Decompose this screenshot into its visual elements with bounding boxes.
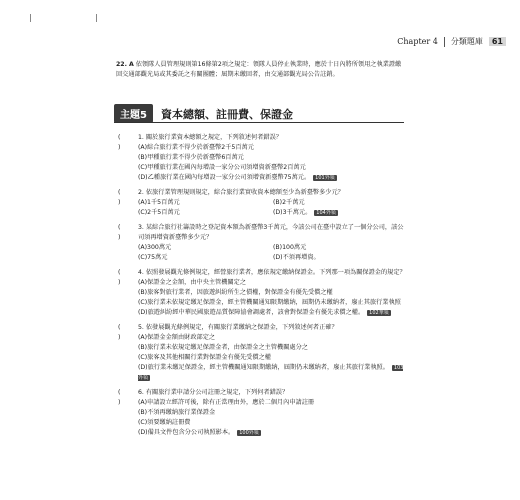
answer-blank: ( ) — [118, 189, 127, 206]
question-text: 關於旅行業資本總額之規定，下列敘述何者錯誤？ — [145, 134, 282, 141]
question-body — [138, 388, 408, 438]
question-item — [118, 133, 408, 183]
answer-blank: ( ) — [118, 389, 127, 406]
question-answer: A — [128, 61, 134, 68]
option-text: (D)旅遊糾紛經中華民國旅遊品質保障協會調處者，該會對保證金有優先求償之權。 — [138, 309, 365, 316]
question-text: 依照發展觀光條例規定，經營旅行業者，應依規定繳納保證金。下列那一項為關保證金的規定？ — [145, 269, 406, 276]
option-text: (B)甲種旅行業不得少於新臺幣6百萬元 — [138, 154, 244, 161]
option-text: (A)保證金金額由財政部定之 — [138, 334, 216, 341]
topic-divider — [114, 122, 404, 123]
option-text: (C)甲種旅行業在國內每增設一家分公司須增資新臺幣2百萬元 — [138, 164, 306, 171]
option-text: (D)備具文件包含分公司執照影本。 — [138, 429, 235, 436]
option-text: (B)旅客對旅行業者，因旅遊糾紛所生之債權，對保證金有優先受償之權 — [138, 289, 333, 296]
option-text: (A)綜合旅行業不得少於新臺幣2千5百萬元 — [138, 144, 254, 151]
question-body — [138, 268, 408, 318]
chapter-label: Chapter 4 — [397, 37, 438, 46]
crop-mark — [30, 14, 31, 22]
option-text: (A)300萬元 — [138, 244, 172, 251]
option — [138, 308, 408, 318]
question-stem — [138, 188, 408, 198]
exam-year-badge: 102華領 — [369, 310, 389, 316]
question-body — [138, 133, 408, 183]
question-text: 有關旅行業申請分公司註冊之規定，下列何者錯誤？ — [145, 389, 289, 396]
question-text: 某綜合旅行社籌設時之登記資本額為新臺幣3千萬元，今該公司在臺中設立了一個分公司，該公司須再增資新臺幣多少元？ — [138, 224, 404, 241]
option — [138, 408, 408, 418]
option-list — [138, 198, 408, 218]
question-body — [138, 223, 408, 263]
option-list — [138, 278, 408, 318]
option — [138, 173, 408, 183]
option-text: (C)旅行業未依規定繳足保證金，經主管機關通知限期繳納，屆期仍未繳納者，廢止其旅行業執照 — [138, 299, 401, 306]
option — [138, 253, 273, 263]
exam-year-badge: 101外領 — [315, 175, 335, 181]
question-list — [118, 133, 408, 443]
option-list — [138, 398, 408, 438]
option-list — [138, 333, 408, 383]
option — [273, 208, 408, 218]
answer-blank: ( ) — [118, 224, 127, 241]
option — [138, 278, 408, 288]
option-text: (D)旅行業未繳足保證金，經主管機關通知限期繳納，屆期仍未繳納者，廢止其旅行業執照。 — [138, 364, 389, 371]
option — [138, 198, 273, 208]
exam-year-badge: 100外領 — [239, 430, 259, 436]
option — [273, 198, 408, 208]
option-text: (D)3千萬元。 — [273, 209, 312, 216]
crop-mark — [96, 14, 97, 22]
page-number: 61 — [489, 37, 506, 46]
option — [138, 418, 408, 428]
question-number: 5. — [138, 324, 144, 331]
option-text: (B)100萬元 — [273, 244, 307, 251]
question-stem — [138, 323, 408, 333]
option-text: (C)75萬元 — [138, 254, 168, 261]
question-number: 6. — [138, 389, 144, 396]
question-item — [118, 323, 408, 383]
option-text: (D)乙種旅行業在國內每增設一家分公司須增資新臺幣75萬元。 — [138, 174, 311, 181]
option — [138, 363, 408, 383]
option-text: (B)不須再繳納旅行業保證金 — [138, 409, 216, 416]
option-text: (B)2千萬元 — [273, 199, 305, 206]
option — [138, 153, 408, 163]
question-text: 依領隊人員管理規則第16條第2項之規定：領隊人員停止執業時，應於十日內將所領用之執業證繳回交通部觀光局或其委託之有關團體；屆期未繳回者，由交通部觀光局公告註銷。 — [116, 61, 402, 78]
exam-year-badge: 103外領 — [138, 365, 404, 381]
option — [138, 333, 408, 343]
question-22 — [116, 60, 406, 80]
question-item — [118, 223, 408, 263]
question-text: 依發展觀光條例規定，有關旅行業繳納之保證金，下列敘述何者正確？ — [145, 324, 338, 331]
question-number: 4. — [138, 269, 144, 276]
option — [273, 243, 408, 253]
option — [273, 253, 408, 263]
topic-heading — [114, 104, 293, 123]
option — [138, 298, 408, 308]
answer-blank: ( ) — [118, 134, 127, 151]
question-item — [118, 388, 408, 438]
option — [138, 343, 408, 353]
option — [138, 398, 408, 408]
option-text: (D)不須再增資。 — [273, 254, 320, 261]
option-text: (C)須要繳納註冊費 — [138, 419, 191, 426]
question-stem — [138, 388, 408, 398]
option-text: (B)旅行業未依規定繳足保證金者，由保證金之主管機關處分之 — [138, 344, 308, 351]
page-header — [397, 36, 506, 47]
question-number: 22. — [116, 61, 127, 68]
option — [138, 353, 408, 363]
option — [138, 243, 273, 253]
question-stem — [138, 223, 408, 243]
option — [138, 143, 408, 153]
option-list — [138, 243, 408, 263]
topic-badge: 主題5 — [114, 104, 153, 123]
exam-year-badge: 104外領 — [316, 210, 336, 216]
question-stem — [138, 133, 408, 143]
option-text: (A)申請設立經許可後，除有正當理由外，應於二個月內申請註冊 — [138, 399, 315, 406]
question-text: 依旅行業管理規則規定，綜合旅行業實收資本總額至少為新臺幣多少元？ — [145, 189, 344, 196]
question-stem — [138, 268, 408, 278]
option — [138, 208, 273, 218]
question-number: 1. — [138, 134, 144, 141]
question-body — [138, 323, 408, 383]
header-divider — [444, 37, 445, 47]
question-body — [138, 188, 408, 218]
option-text: (A)1千5百萬元 — [138, 199, 180, 206]
question-item — [118, 188, 408, 218]
option — [138, 163, 408, 173]
answer-blank: ( ) — [118, 269, 127, 286]
section-label: 分類題庫 — [450, 37, 483, 46]
question-number: 3. — [138, 224, 144, 231]
option-text: (A)保證金之金額，由中央主管機關定之 — [138, 279, 247, 286]
option-list — [138, 143, 408, 183]
option — [138, 288, 408, 298]
answer-blank: ( ) — [118, 324, 127, 341]
topic-title: 資本總額、註冊費、保證金 — [160, 107, 293, 121]
option-text: (C)2千5百萬元 — [138, 209, 180, 216]
option-text: (C)旅客及其他相關行業對保證金有優先受償之權 — [138, 354, 271, 361]
option — [138, 428, 408, 438]
question-item — [118, 268, 408, 318]
question-number: 2. — [138, 189, 144, 196]
